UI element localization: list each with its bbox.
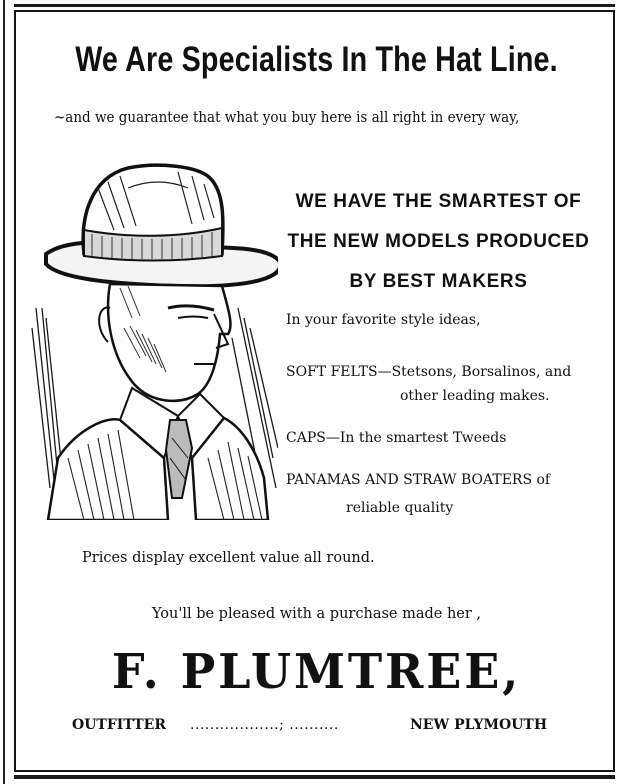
soft-felts-line-1: SOFT FELTS—Stetsons, Borsalinos, and xyxy=(286,364,572,380)
tagline: ~and we guarantee that what you buy here is all right in every way, xyxy=(54,110,520,126)
footer-leader-dots: ..................; .......... xyxy=(190,717,339,733)
feature-line-3: BY BEST MAKERS xyxy=(349,271,528,292)
panamas-line-1: PANAMAS AND STRAW BOATERS of xyxy=(286,472,551,488)
page-edge-line xyxy=(3,0,5,784)
feature-line-2: THE NEW MODELS PRODUCED xyxy=(287,231,590,252)
advertisement-frame xyxy=(14,10,615,772)
man-in-fedora-illustration xyxy=(28,158,278,520)
prices-text: Prices display excellent value all round. xyxy=(82,550,375,566)
pleased-text: You'll be pleased with a purchase made her , xyxy=(151,606,482,622)
headline: We Are Specialists In The Hat Line. xyxy=(75,40,558,79)
footer-trade: OUTFITTER xyxy=(72,717,166,733)
footer-location: NEW PLYMOUTH xyxy=(410,717,548,733)
merchant-name: F. PLUMTREE, xyxy=(111,644,522,700)
top-border-rule xyxy=(14,4,615,7)
feature-line-1: WE HAVE THE SMARTEST OF xyxy=(295,191,582,212)
style-ideas-text: In your favorite style ideas, xyxy=(286,312,481,328)
panamas-line-2: reliable quality xyxy=(346,500,454,516)
soft-felts-line-2: other leading makes. xyxy=(400,388,550,404)
feature-column xyxy=(286,182,606,302)
caps-text: CAPS—In the smartest Tweeds xyxy=(286,430,507,446)
bottom-border-rule xyxy=(14,775,615,779)
